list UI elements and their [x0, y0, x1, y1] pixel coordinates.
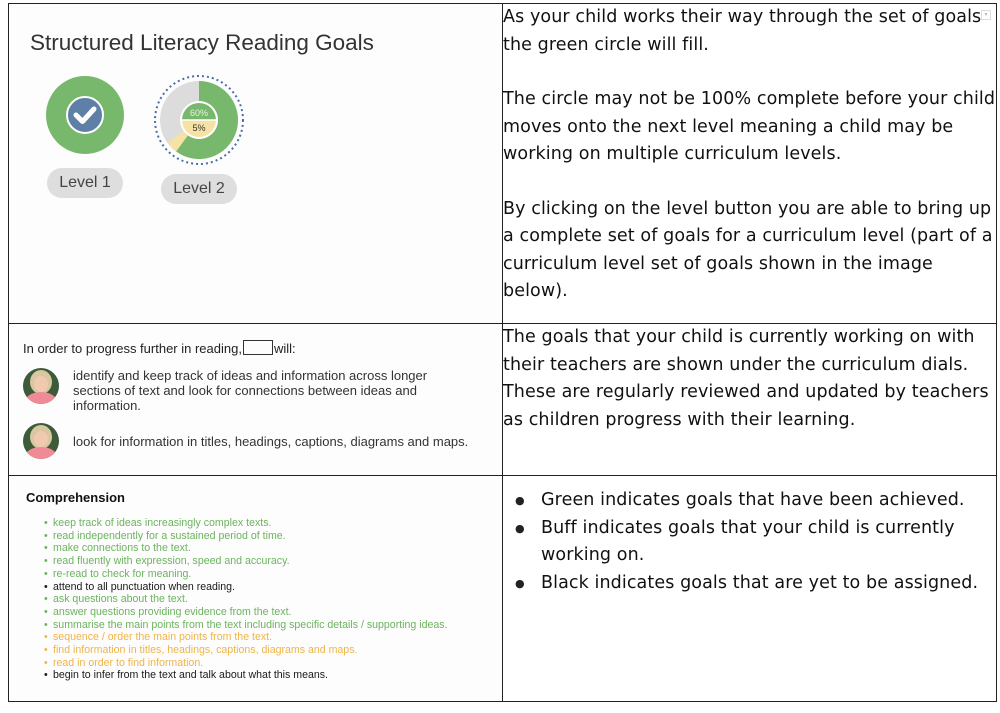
info-table: [8, 3, 997, 702]
explanation-paragraph: The goals that your child is currently working on with their teachers are shown under the curriculum dials. These are regularly reviewed and updated by teachers as children progress with their learning.: [503, 327, 989, 430]
comprehension-goal-not-assigned: • attend to all punctuation when reading.: [45, 581, 502, 594]
comprehension-goal-working: • sequence / order the main points from the text.: [45, 631, 502, 644]
goal-text: look for information in titles, headings, captions, diagrams and maps.: [73, 434, 469, 449]
level-2-dial-group: [153, 74, 245, 204]
working-percent-label: 5%: [192, 123, 206, 133]
table-row: [9, 324, 997, 476]
check-badge: [67, 97, 103, 133]
comprehension-goal-achieved: • read fluently with expression, speed and accuracy.: [45, 555, 502, 568]
comprehension-goal-working: • find information in titles, headings, captions, diagrams and maps.: [45, 644, 502, 657]
legend-item-buff: ● Buff indicates goals that your child is currently working on.: [541, 515, 996, 570]
goals-dials-cell: [9, 4, 503, 324]
comprehension-goal-achieved: • read independently for a sustained period of time.: [45, 530, 502, 543]
progress-intro: [23, 340, 502, 356]
comprehension-goal-list: [9, 517, 502, 682]
level-2-button[interactable]: Level 2: [161, 174, 237, 204]
teacher-avatar: [23, 423, 59, 459]
current-goals-explanation-cell: [503, 324, 997, 476]
goal-item: [23, 368, 502, 413]
comprehension-goal-not-assigned: • begin to infer from the text and talk about what this means.: [45, 669, 502, 682]
legend-item-green: ● Green indicates goals that have been achieved.: [541, 487, 996, 515]
comprehension-goal-achieved: • re-read to check for meaning.: [45, 568, 502, 581]
explanation-paragraph: As your child works their way through the set of goals the green circle will fill.: [503, 7, 982, 55]
intro-text-end: will:: [273, 341, 296, 356]
comprehension-goal-achieved: • ask questions about the text.: [45, 593, 502, 606]
table-row: [9, 476, 997, 702]
achieved-percent-label: 60%: [189, 108, 209, 118]
explanation-paragraph: By clicking on the level button you are able to bring up a complete set of goals for a curriculum level (part of a curriculum level set of goals shown in the image below).: [503, 198, 993, 301]
level-dials: [39, 74, 502, 204]
level-2-dial[interactable]: [153, 74, 245, 166]
explanation-paragraph: The circle may not be 100% complete before your child moves onto the next level meaning a child may be working on multiple curriculum levels.: [503, 89, 996, 164]
goals-title: Structured Literacy Reading Goals: [30, 30, 374, 55]
level-1-dial[interactable]: [44, 74, 126, 156]
table-row: [9, 4, 997, 324]
intro-text: In order to progress further in reading,: [23, 341, 242, 356]
child-name-blank: [243, 340, 273, 355]
color-legend-cell: [503, 476, 997, 702]
level-1-button[interactable]: Level 1: [47, 168, 123, 198]
color-legend: [503, 487, 996, 597]
legend-item-black: ● Black indicates goals that are yet to be assigned.: [541, 570, 996, 598]
comprehension-goal-achieved: • answer questions providing evidence from the text.: [45, 606, 502, 619]
current-goals-cell: [9, 324, 503, 476]
teacher-avatar: [23, 368, 59, 404]
cell-menu-icon[interactable]: ▾: [981, 10, 991, 20]
comprehension-cell: [9, 476, 503, 702]
comprehension-title: Comprehension: [26, 490, 125, 505]
comprehension-goal-achieved: • summarise the main points from the text including specific details / supporting ideas.: [45, 619, 502, 632]
goal-text: identify and keep track of ideas and information across longer sections of text and look for connections between ideas and information.: [73, 368, 428, 413]
level-1-dial-group: [39, 74, 131, 204]
dial-explanation-cell: [503, 4, 997, 324]
comprehension-goal-achieved: • make connections to the text.: [45, 542, 502, 555]
comprehension-goal-working: • read in order to find information.: [45, 657, 502, 670]
goal-item: [23, 423, 502, 459]
comprehension-goal-achieved: • keep track of ideas increasingly complex texts.: [45, 517, 502, 530]
